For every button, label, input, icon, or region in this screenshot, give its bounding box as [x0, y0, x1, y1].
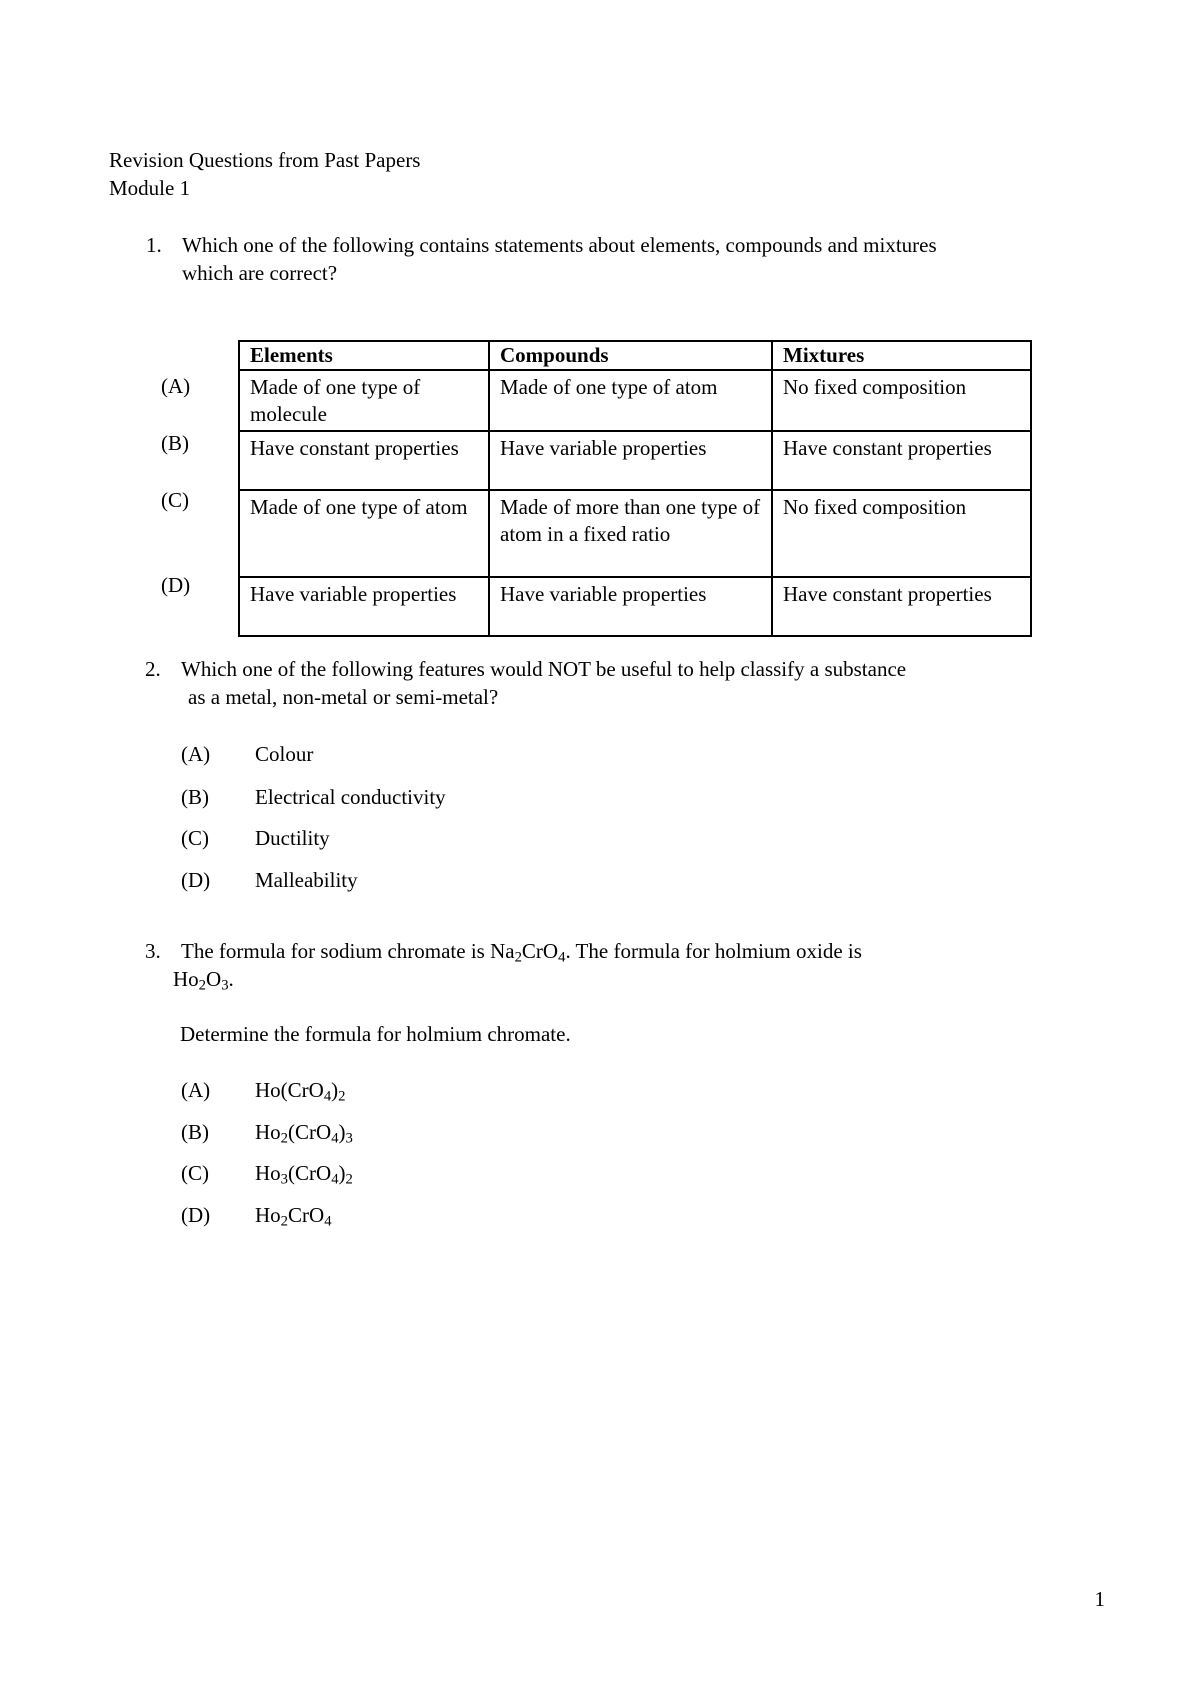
- question-1-number: 1.: [146, 233, 162, 257]
- table-cell: Made of one type of molecule: [239, 370, 489, 431]
- question-3-option-c-letter: (C): [181, 1161, 209, 1185]
- question-1-row-label-a: (A): [161, 374, 191, 398]
- question-1-row-label-d: (D): [161, 573, 191, 597]
- table-cell: Have variable properties: [239, 577, 489, 636]
- table-header-compounds: Compounds: [489, 341, 772, 370]
- table-row: [239, 370, 1031, 431]
- question-3-option-d-formula: $Ho_2CrO_4$: [255, 1203, 332, 1230]
- question-3-option-a-letter: (A): [181, 1078, 211, 1102]
- table-cell: Have variable properties: [489, 431, 772, 490]
- document-title: Revision Questions from Past Papers: [109, 148, 421, 172]
- question-3-option-b-formula: $Ho_2(CrO_4)_3$: [255, 1120, 353, 1147]
- question-2-option-b-text: Electrical conductivity: [255, 785, 446, 809]
- table-cell: Have variable properties: [489, 577, 772, 636]
- question-3-text-line1: The formula for sodium chromate is $Na_2CrO_4$. The formula for holmium oxide is: [181, 939, 862, 966]
- table-cell: Have constant properties: [772, 431, 1031, 490]
- question-3-option-b-letter: (B): [181, 1120, 209, 1144]
- table-header-mixtures: Mixtures: [772, 341, 1031, 370]
- question-1-row-label-c: (C): [161, 488, 189, 512]
- table-header-elements: Elements: [239, 341, 489, 370]
- question-2-option-d-text: Malleability: [255, 868, 358, 892]
- question-2-option-c-text: Ductility: [255, 826, 330, 850]
- table-cell: Made of one type of atom: [489, 370, 772, 431]
- question-2-option-a-text: Colour: [255, 742, 314, 766]
- question-2-number: 2.: [145, 657, 161, 681]
- question-1-row-label-b: (B): [161, 431, 189, 455]
- question-3-text-line2: $Ho_2O_3$.: [173, 967, 234, 994]
- table-cell: Have constant properties: [772, 577, 1031, 636]
- question-1-text-line1: Which one of the following contains statements about elements, compounds and mixtures: [182, 233, 937, 257]
- table-header-row: [239, 341, 1031, 370]
- question-2-option-d-letter: (D): [181, 868, 211, 892]
- question-3-instruction: Determine the formula for holmium chromate.: [180, 1022, 571, 1046]
- table-cell: No fixed composition: [772, 370, 1031, 431]
- question-1-table: [238, 340, 1032, 637]
- question-2-option-a-letter: (A): [181, 742, 211, 766]
- module-label: Module 1: [109, 176, 191, 200]
- question-3-option-a-formula: $Ho(CrO_4)_2$: [255, 1078, 346, 1105]
- question-2-text-line1: Which one of the following features would NOT be useful to help classify a substance: [181, 657, 907, 681]
- table-row: [239, 490, 1031, 577]
- table-cell: Made of more than one type of atom in a fixed ratio: [489, 490, 772, 577]
- question-1-text-line2: which are correct?: [182, 261, 338, 285]
- question-3-number: 3.: [145, 939, 161, 963]
- table-cell: No fixed composition: [772, 490, 1031, 577]
- table-cell: Made of one type of atom: [239, 490, 489, 577]
- table-row: [239, 577, 1031, 636]
- question-2-option-b-letter: (B): [181, 785, 209, 809]
- question-2-option-c-letter: (C): [181, 826, 209, 850]
- question-2-text-line2: as a metal, non-metal or semi-metal?: [188, 685, 499, 709]
- table-row: [239, 431, 1031, 490]
- table-cell: Have constant properties: [239, 431, 489, 490]
- page-number: 1: [1094, 1587, 1105, 1611]
- question-3-option-c-formula: $Ho_3(CrO_4)_2$: [255, 1161, 353, 1188]
- question-3-option-d-letter: (D): [181, 1203, 211, 1227]
